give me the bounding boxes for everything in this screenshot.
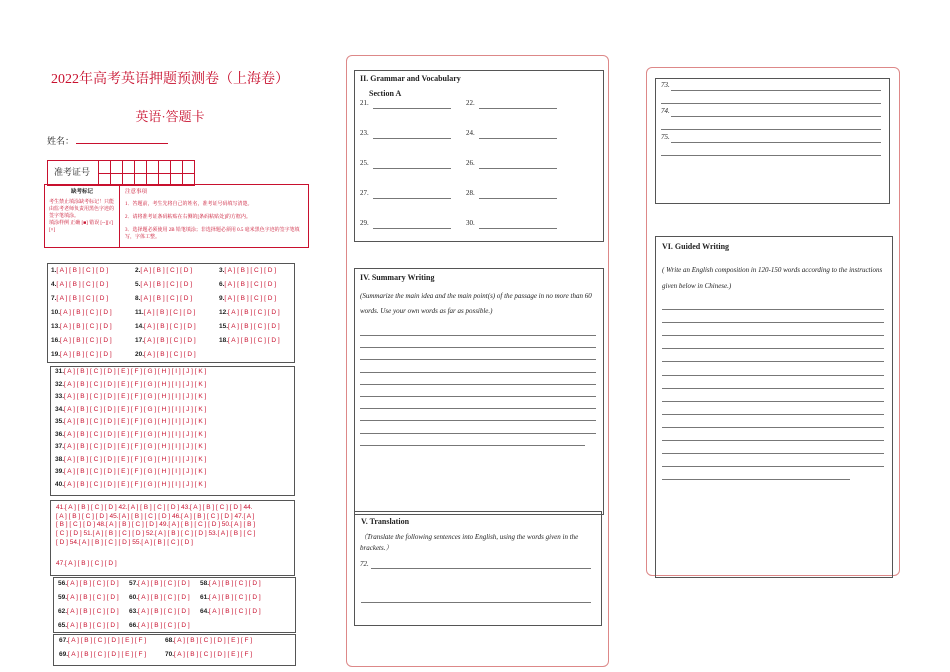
question-number: 16. xyxy=(51,337,61,344)
page-title: 2022年高考英语押题预测卷（上海卷） xyxy=(51,72,289,87)
answer-options[interactable]: [ A ] [ B ] [ C ] [ D ] xyxy=(138,608,190,615)
answer-line[interactable] xyxy=(360,445,585,446)
answer-line[interactable] xyxy=(360,372,596,373)
answer-line[interactable] xyxy=(360,384,596,385)
question-number: 20. xyxy=(135,351,145,358)
mc-block-5 xyxy=(53,634,296,666)
answer-line[interactable] xyxy=(371,568,591,569)
question-number: 69. xyxy=(59,651,69,658)
grammar-item-29: 29. xyxy=(360,219,369,227)
grammar-item-26: 26. xyxy=(466,159,475,167)
answer-line[interactable] xyxy=(373,108,451,109)
question-number: 66. xyxy=(129,622,139,629)
absent-mark-title: 缺考标记 xyxy=(70,189,93,195)
grammar-item-27: 27. xyxy=(360,189,369,197)
grammar-item-23: 23. xyxy=(360,129,369,137)
translation-item-74: 74. xyxy=(661,107,670,115)
mc3-line[interactable]: 41.[ A ] [ B ] [ C ] [ D ] 42.[ A ] [ B ] [ C ] [ D ] 43.[ A ] [ B ] [ C ] [ D ] 44. xyxy=(56,504,253,511)
answer-line[interactable] xyxy=(360,433,596,434)
question-6[interactable] xyxy=(219,278,276,292)
grammar-item-24: 24. xyxy=(466,129,475,137)
answer-line[interactable] xyxy=(373,228,451,229)
answer-options[interactable]: [ A ] [ B ] [ C ] [ D ] [ E ] [ F ] [ G ] [ H ] [ I ] [ J ] [ K ] xyxy=(64,405,207,413)
question-number: 33. xyxy=(55,393,65,400)
question-number: 35. xyxy=(55,418,65,425)
answer-options[interactable]: [ A ] [ B ] [ C ] [ D ] xyxy=(144,323,196,330)
question-number: 58. xyxy=(200,580,210,587)
question-number: 17. xyxy=(135,337,145,344)
fill-example: 填涂样例 正确 [■] 错误 [--][√][×] xyxy=(49,221,114,233)
translation-section xyxy=(354,511,602,626)
question-number: 39. xyxy=(55,468,65,475)
answer-options[interactable]: [ A ] [ B ] [ C ] [ D ] [ E ] [ F ] xyxy=(174,637,253,644)
grammar-item-21: 21. xyxy=(360,99,369,107)
answer-options[interactable]: [ A ] [ B ] [ C ] [ D ] [ E ] [ F ] [ G ] [ H ] [ I ] [ J ] [ K ] xyxy=(64,380,207,388)
question-number: 19. xyxy=(51,351,61,358)
question-60[interactable] xyxy=(129,591,190,605)
notice-box xyxy=(44,184,309,248)
question-3[interactable] xyxy=(219,264,276,278)
question-number: 36. xyxy=(55,430,65,438)
answer-options[interactable]: [ A ] [ B ] [ C ] [ D ] xyxy=(140,267,193,274)
answer-line[interactable] xyxy=(662,401,884,402)
summary-section xyxy=(354,268,604,515)
answer-line[interactable] xyxy=(662,427,884,428)
question-number: 40. xyxy=(55,480,65,488)
question-number: 10. xyxy=(51,309,61,316)
id-row-divider xyxy=(98,173,194,174)
answer-options[interactable]: [ A ] [ B ] [ C ] [ D ] xyxy=(228,309,280,316)
answer-options[interactable]: [ A ] [ B ] [ C ] [ D ] [ E ] [ F ] [ G ] [ H ] [ I ] [ J ] [ K ] xyxy=(64,393,207,400)
answer-options[interactable]: [ A ] [ B ] [ C ] [ D ] xyxy=(224,267,277,274)
question-number: 67. xyxy=(59,637,69,644)
note-1: 1．答题前，考生先将自己的姓名，准考证号码填写清楚。 xyxy=(125,202,253,207)
question-64[interactable] xyxy=(200,605,261,619)
answer-options[interactable]: [ A ] [ B ] [ C ] [ D ] xyxy=(67,580,119,587)
answer-line[interactable] xyxy=(662,375,884,376)
answer-line[interactable] xyxy=(662,440,884,441)
answer-options[interactable]: [ A ] [ B ] [ C ] [ D ] xyxy=(209,608,261,615)
question-number: 18. xyxy=(219,337,229,344)
summary-instruction: (Summarize the main idea and the main point(s) of the passage in no more than 60 words. Use your own words as far as possible.) xyxy=(360,292,592,315)
question-16[interactable] xyxy=(51,334,112,348)
answer-line[interactable] xyxy=(662,361,884,362)
translation-item-72: 72. xyxy=(360,560,369,568)
grammar-title: II. Grammar and Vocabulary xyxy=(360,74,461,83)
answer-line[interactable] xyxy=(360,396,596,397)
question-20[interactable] xyxy=(135,348,196,362)
note-2: 2．请将准考证条码粘贴在右侧的[条码粘贴处]的方框内。 xyxy=(125,215,251,220)
question-number: 63. xyxy=(129,608,139,615)
answer-options[interactable]: [ A ] [ B ] [ C ] [ D ] xyxy=(224,295,277,302)
notes-title: 注意事项 xyxy=(125,189,148,195)
answer-options[interactable]: [ A ] [ B ] [ C ] [ D ] xyxy=(228,323,280,330)
question-61[interactable] xyxy=(200,591,261,605)
question-18[interactable] xyxy=(219,334,280,348)
question-14[interactable] xyxy=(135,320,196,334)
question-number: 9. xyxy=(219,295,225,302)
question-2[interactable] xyxy=(135,264,192,278)
exam-id-label: 准考证号 xyxy=(54,167,91,177)
answer-line[interactable] xyxy=(671,142,881,143)
answer-line[interactable] xyxy=(662,453,884,454)
mc-block-4 xyxy=(53,577,296,633)
question-number: 1. xyxy=(51,267,57,274)
answer-line[interactable] xyxy=(479,108,557,109)
answer-options[interactable]: [ A ] [ B ] [ C ] [ D ] xyxy=(144,337,196,344)
answer-options[interactable]: [ A ] [ B ] [ C ] [ D ] xyxy=(67,594,119,601)
question-9[interactable] xyxy=(219,292,276,306)
answer-options[interactable]: [ A ] [ B ] [ C ] [ D ] [ E ] [ F ] xyxy=(68,651,147,658)
answer-options[interactable]: [ A ] [ B ] [ C ] [ D ] [ E ] [ F ] xyxy=(68,637,147,644)
answer-line[interactable] xyxy=(361,602,591,603)
answer-line[interactable] xyxy=(360,420,596,421)
name-field[interactable] xyxy=(47,134,168,147)
answer-options[interactable]: [ A ] [ B ] [ C ] [ D ] xyxy=(138,580,190,587)
question-4[interactable] xyxy=(51,278,108,292)
answer-line[interactable] xyxy=(479,138,557,139)
answer-options[interactable]: [ A ] [ B ] [ C ] [ D ] xyxy=(56,267,109,274)
answer-line[interactable] xyxy=(662,388,884,389)
guided-instruction: ( Write an English composition in 120-150 words according to the instructions given below in Chinese.) xyxy=(662,266,883,290)
answer-line[interactable] xyxy=(373,138,451,139)
question-number: 32. xyxy=(55,380,65,388)
question-65[interactable] xyxy=(58,619,119,633)
question-number: 68. xyxy=(165,637,175,644)
question-68[interactable] xyxy=(165,634,252,648)
question-number: 70. xyxy=(165,651,175,658)
mc3-line[interactable]: 47.[ A ] [ B ] [ C ] [ D ] xyxy=(56,560,117,568)
summary-title: IV. Summary Writing xyxy=(360,273,435,282)
mc3-line[interactable]: [ D ] 54.[ A ] [ B ] [ C ] [ D ] 55.[ A ] [ B ] [ C ] [ D ] xyxy=(56,538,193,546)
answer-options[interactable]: [ A ] [ B ] [ C ] [ D ] [ E ] [ F ] [ G ] [ H ] [ I ] [ J ] [ K ] xyxy=(64,455,207,463)
question-number: 38. xyxy=(55,455,65,463)
question-59[interactable] xyxy=(58,591,119,605)
question-13[interactable] xyxy=(51,320,112,334)
answer-options[interactable]: [ A ] [ B ] [ C ] [ D ] [ E ] [ F ] [ G ] [ H ] [ I ] [ J ] [ K ] xyxy=(64,468,207,475)
mc-block-3 xyxy=(50,500,295,576)
answer-options[interactable]: [ A ] [ B ] [ C ] [ D ] xyxy=(140,295,193,302)
answer-options[interactable]: [ A ] [ B ] [ C ] [ D ] xyxy=(140,281,193,288)
question-number: 62. xyxy=(58,608,68,615)
answer-options[interactable]: [ A ] [ B ] [ C ] [ D ] xyxy=(228,337,280,344)
question-15[interactable] xyxy=(219,320,280,334)
translation-items-box xyxy=(655,78,890,204)
question-69[interactable] xyxy=(59,648,146,662)
grammar-item-30: 30. xyxy=(466,219,475,227)
answer-line[interactable] xyxy=(662,414,884,415)
answer-options[interactable]: [ A ] [ B ] [ C ] [ D ] xyxy=(144,351,196,358)
answer-options[interactable]: [ A ] [ B ] [ C ] [ D ] [ E ] [ F ] [ G ] [ H ] [ I ] [ J ] [ K ] xyxy=(64,418,207,425)
answer-options[interactable]: [ A ] [ B ] [ C ] [ D ] xyxy=(224,281,277,288)
question-56[interactable] xyxy=(58,577,119,591)
question-number: 14. xyxy=(135,323,145,330)
answer-line[interactable] xyxy=(661,155,881,156)
question-11[interactable] xyxy=(135,306,195,320)
answer-line[interactable] xyxy=(671,116,881,117)
question-number: 6. xyxy=(219,281,225,288)
answer-options[interactable]: [ A ] [ B ] [ C ] [ D ] [ E ] [ F ] [ G ] [ H ] [ I ] [ J ] [ K ] xyxy=(64,430,207,438)
question-number: 5. xyxy=(135,281,141,288)
question-66[interactable] xyxy=(129,619,190,633)
grammar-item-25: 25. xyxy=(360,159,369,167)
question-number: 4. xyxy=(51,281,57,288)
question-8[interactable] xyxy=(135,292,192,306)
question-number: 13. xyxy=(51,323,61,330)
answer-options[interactable]: [ A ] [ B ] [ C ] [ D ] xyxy=(56,281,109,288)
answer-options[interactable]: [ A ] [ B ] [ C ] [ D ] xyxy=(60,351,112,358)
question-number: 57. xyxy=(129,580,139,587)
question-57[interactable] xyxy=(129,577,190,591)
answer-line[interactable] xyxy=(671,90,881,91)
question-number: 15. xyxy=(219,323,229,330)
question-number: 59. xyxy=(58,594,68,601)
guided-title: VI. Guided Writing xyxy=(662,242,730,251)
answer-options[interactable]: [ A ] [ B ] [ C ] [ D ] xyxy=(67,608,119,615)
question-10[interactable] xyxy=(51,306,112,320)
answer-options[interactable]: [ A ] [ B ] [ C ] [ D ] xyxy=(143,309,196,316)
question-number: 7. xyxy=(51,295,57,302)
translation-item-73: 73. xyxy=(661,81,670,89)
mc3-line[interactable]: [ C ] [ D ] 51.[ A ] [ B ] [ C ] [ D ] 52.[ A ] [ B ] [ C ] [ D ] 53.[ A ] [ B ] [ C ] xyxy=(56,530,256,538)
answer-line[interactable] xyxy=(662,348,884,349)
question-number: 12. xyxy=(219,309,229,316)
answer-line[interactable] xyxy=(360,335,596,336)
question-58[interactable] xyxy=(200,577,261,591)
answer-line[interactable] xyxy=(662,479,850,480)
answer-options[interactable]: [ A ] [ B ] [ C ] [ D ] xyxy=(209,580,261,587)
mc-block-2 xyxy=(50,366,295,496)
mc3-line[interactable]: [ A ] [ B ] [ C ] [ D ] 45.[ A ] [ B ] [ C ] [ D ] 46.[ A ] [ B ] [ C ] [ D ] 47.[ A ] xyxy=(56,512,255,520)
answer-line[interactable] xyxy=(360,359,596,360)
answer-options[interactable]: [ A ] [ B ] [ C ] [ D ] xyxy=(138,594,190,601)
answer-options[interactable]: [ A ] [ B ] [ C ] [ D ] xyxy=(60,337,112,344)
question-number: 64. xyxy=(200,608,210,615)
question-62[interactable] xyxy=(58,605,119,619)
answer-options[interactable]: [ A ] [ B ] [ C ] [ D ] xyxy=(138,622,190,629)
answer-line[interactable] xyxy=(360,347,596,348)
answer-options[interactable]: [ A ] [ B ] [ C ] [ D ] xyxy=(56,295,109,302)
question-number: 3. xyxy=(219,267,225,274)
mc3-line[interactable]: [ B ] [ C ] [ D ] 48.[ A ] [ B ] [ C ] [ D ] 49.[ A ] [ B ] [ C ] [ D ] 50.[ A ] [ B ] xyxy=(56,521,256,529)
answer-line[interactable] xyxy=(662,466,884,467)
question-number: 31. xyxy=(55,368,65,375)
exam-id-grid[interactable] xyxy=(47,160,195,186)
translation-item-75: 75. xyxy=(661,133,670,141)
page-subtitle: 英语·答题卡 xyxy=(135,109,205,124)
answer-options[interactable]: [ A ] [ B ] [ C ] [ D ] xyxy=(60,309,112,316)
mc-block-1 xyxy=(47,263,295,363)
answer-options[interactable]: [ A ] [ B ] [ C ] [ D ] [ E ] [ F ] xyxy=(174,651,253,658)
answer-options[interactable]: [ A ] [ B ] [ C ] [ D ] xyxy=(60,323,112,330)
grammar-item-28: 28. xyxy=(466,189,475,197)
answer-options[interactable]: [ A ] [ B ] [ C ] [ D ] xyxy=(209,594,261,601)
answer-line[interactable] xyxy=(479,228,557,229)
note-3: 3．选择题必须使用 2B 铅笔填涂；非选择题必须用 0.5 毫米黑色字迹的签字笔填写，字体工整。 xyxy=(125,228,300,240)
question-67[interactable] xyxy=(59,634,146,648)
answer-line[interactable] xyxy=(373,198,451,199)
answer-options[interactable]: [ A ] [ B ] [ C ] [ D ] [ E ] [ F ] [ G ] [ H ] [ I ] [ J ] [ K ] xyxy=(64,443,207,450)
question-70[interactable] xyxy=(165,648,252,662)
answer-line[interactable] xyxy=(479,198,557,199)
question-19[interactable] xyxy=(51,348,112,362)
question-number: 65. xyxy=(58,622,68,629)
question-number: 56. xyxy=(58,580,68,587)
question-number: 8. xyxy=(135,295,141,302)
absent-mark-text: 考生禁止填涂缺考标记！只能由监考老师负责用黑色字迹的签字笔填涂。 xyxy=(49,200,115,219)
question-12[interactable] xyxy=(219,306,280,320)
question-5[interactable] xyxy=(135,278,192,292)
name-label: 姓名： xyxy=(47,136,75,146)
answer-line[interactable] xyxy=(661,103,881,104)
answer-line[interactable] xyxy=(479,168,557,169)
question-number: 60. xyxy=(129,594,139,601)
question-7[interactable] xyxy=(51,292,108,306)
translation-title: V. Translation xyxy=(361,517,410,526)
guided-writing-section xyxy=(655,236,893,578)
answer-line[interactable] xyxy=(662,309,884,310)
question-number: 37. xyxy=(55,443,65,450)
grammar-section xyxy=(354,70,604,242)
answer-line[interactable] xyxy=(360,408,596,409)
grammar-item-22: 22. xyxy=(466,99,475,107)
translation-instruction: （Translate the following sentences into English, using the words given in the brackets.） xyxy=(360,533,579,552)
question-63[interactable] xyxy=(129,605,190,619)
question-number: 11. xyxy=(135,309,144,316)
question-number: 34. xyxy=(55,405,65,413)
answer-line[interactable] xyxy=(373,168,451,169)
answer-line[interactable] xyxy=(661,129,881,130)
question-40[interactable] xyxy=(55,478,206,492)
answer-options[interactable]: [ A ] [ B ] [ C ] [ D ] xyxy=(67,622,119,629)
question-number: 61. xyxy=(200,594,210,601)
answer-line[interactable] xyxy=(662,322,884,323)
answer-line[interactable] xyxy=(662,335,884,336)
question-number: 2. xyxy=(135,267,141,274)
question-17[interactable] xyxy=(135,334,196,348)
grammar-section-a: Section A xyxy=(369,89,402,98)
answer-options[interactable]: [ A ] [ B ] [ C ] [ D ] [ E ] [ F ] [ G ] [ H ] [ I ] [ J ] [ K ] xyxy=(64,480,207,488)
question-1[interactable] xyxy=(51,264,108,278)
answer-options[interactable]: [ A ] [ B ] [ C ] [ D ] [ E ] [ F ] [ G ] [ H ] [ I ] [ J ] [ K ] xyxy=(64,368,207,375)
